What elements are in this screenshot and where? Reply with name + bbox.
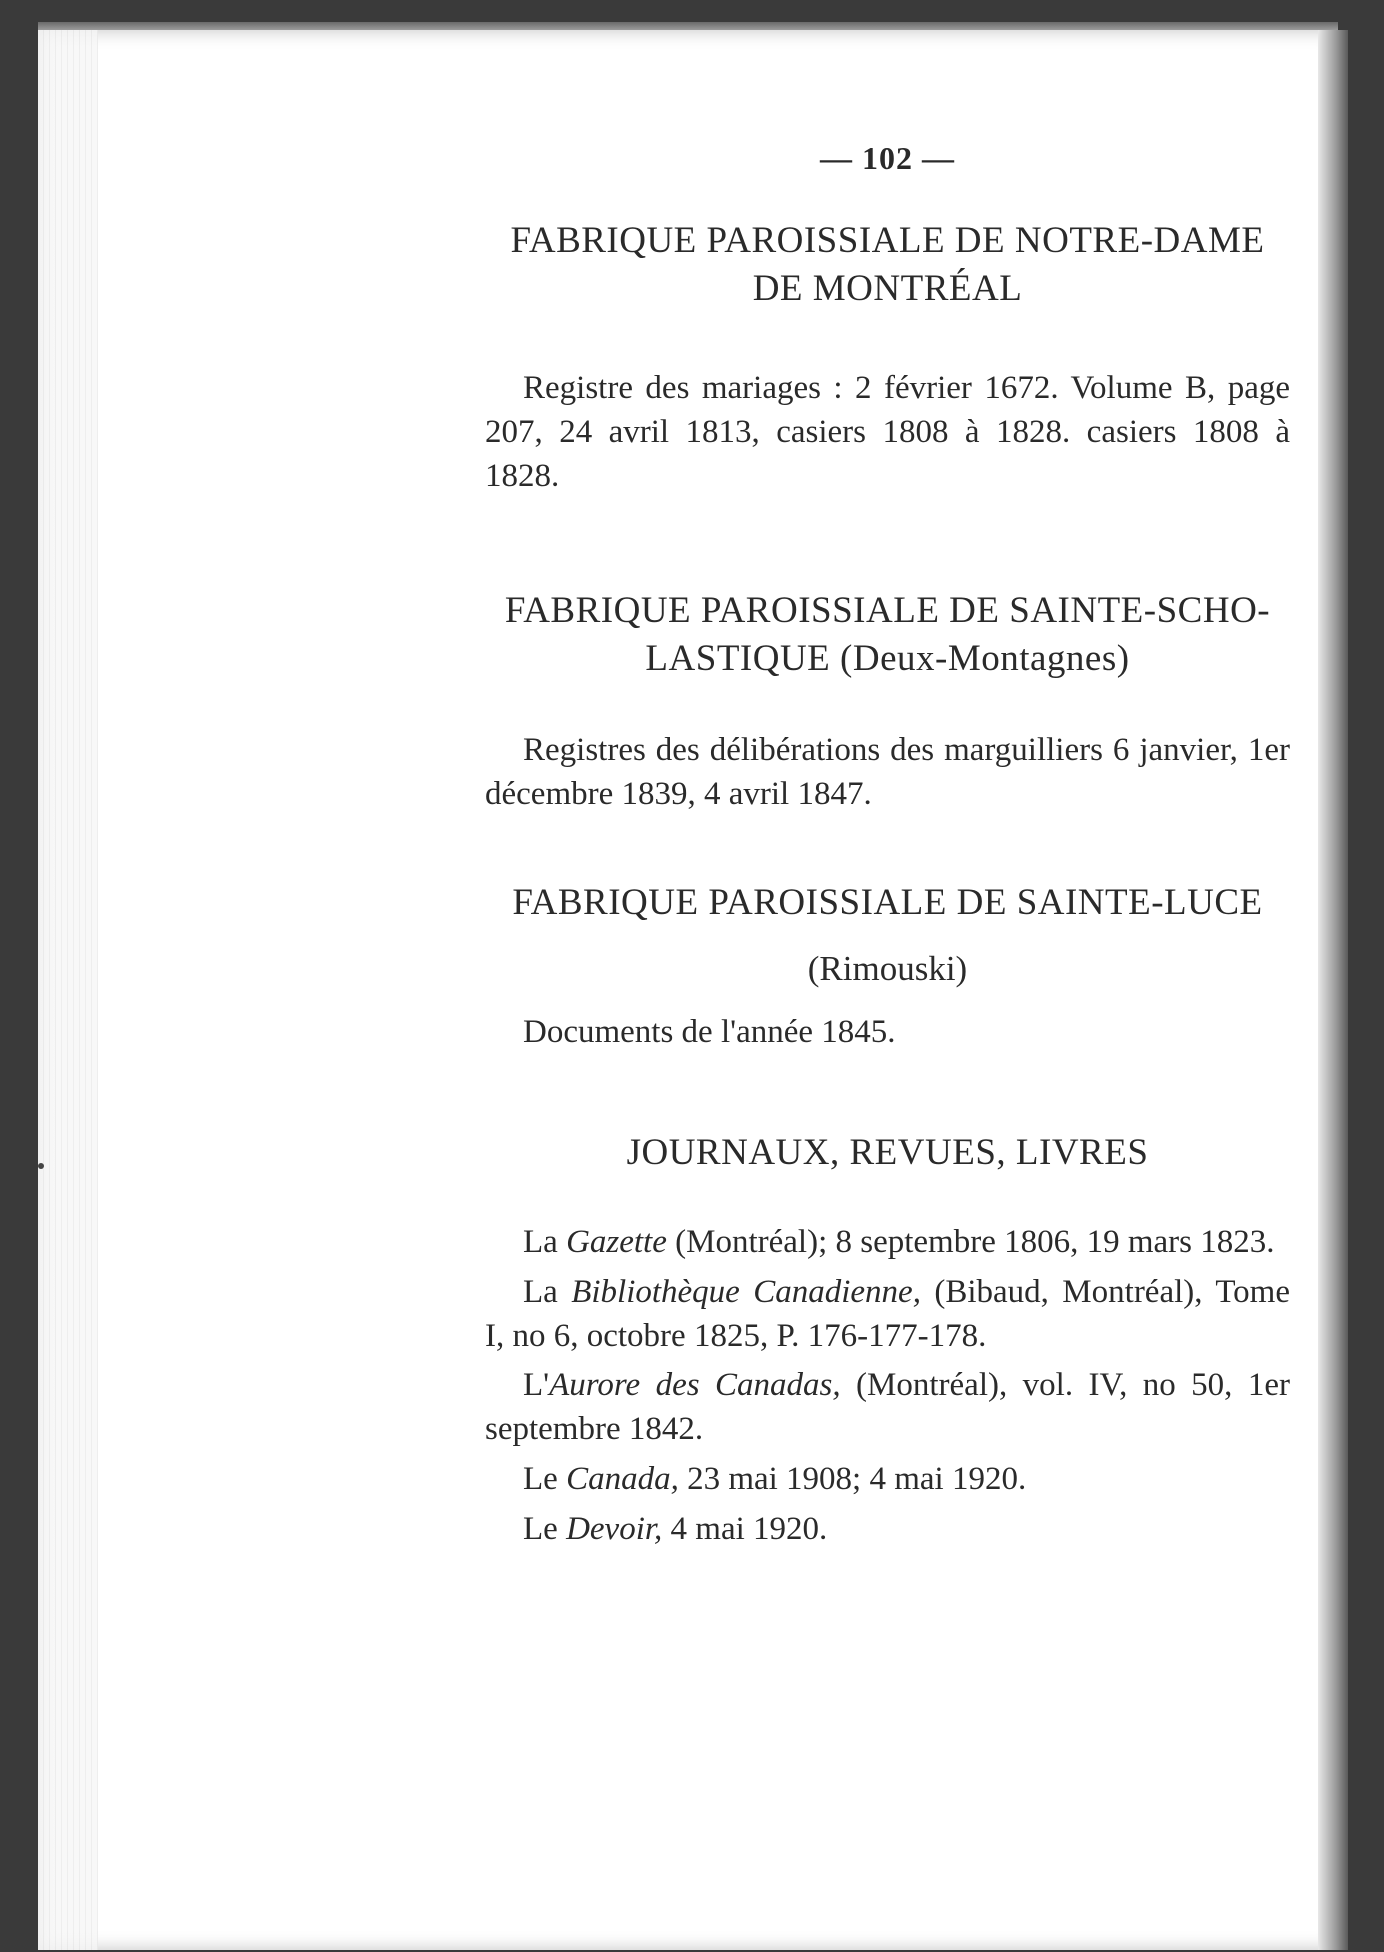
entry-title: Aurore des Canadas,: [549, 1367, 841, 1404]
bibliography-entry: [485, 1364, 1290, 1452]
section-notre-dame: [485, 217, 1290, 499]
section-paragraph: Registres des délibérations des marguilliers 6 janvier, 1er décembre 1839, 4 avril 1847.: [485, 732, 1290, 812]
section-journaux: [485, 1129, 1290, 1552]
entry-title: Devoir,: [566, 1511, 663, 1548]
entry-details: 23 mai 1908; 4 mai 1920.: [678, 1461, 1027, 1498]
section-heading: FABRIQUE PAROISSIALE DE NOTRE-DAME DE MONTRÉAL: [510, 220, 1265, 310]
section-heading: FABRIQUE PAROISSIALE DE SAINTE-SCHO-LASTIQUE (Deux-Montagnes): [504, 589, 1271, 679]
entry-details: (Bibaud, Montréal), Tome I, no 6, octobre 1825, P. 176-177-178.: [485, 1273, 1290, 1354]
book-spine: [1318, 30, 1348, 1950]
entry-prefix: La: [523, 1223, 567, 1260]
entry-title: Gazette: [566, 1223, 667, 1260]
scan-speck: [38, 1163, 44, 1169]
entry-details: (Montréal), vol. IV, no 50, 1er septembre 1842.: [485, 1367, 1290, 1448]
section-sainte-luce: [485, 879, 1290, 1055]
entry-details: 4 mai 1920.: [662, 1511, 828, 1548]
entry-title: Bibliothèque Canadienne,: [571, 1273, 921, 1310]
page-stack-edge: [38, 30, 98, 1950]
section-subtitle: (Rimouski): [807, 948, 968, 988]
section-heading: JOURNAUX, REVUES, LIVRES: [626, 1131, 1149, 1173]
bibliography-entry: [485, 1458, 1290, 1502]
entry-details: (Montréal); 8 septembre 1806, 19 mars 1823.: [666, 1223, 1275, 1260]
entry-title: Canada,: [566, 1461, 679, 1498]
section-paragraph: Registre des mariages : 2 février 1672. Volume B, page 207, 24 avril 1813, casiers 1808 à 1828. casiers 1808 à 1828.: [485, 370, 1290, 494]
page-number: — 102 —: [820, 140, 955, 176]
entry-prefix: Le: [523, 1461, 567, 1498]
section-paragraph: Documents de l'année 1845.: [523, 1013, 896, 1050]
bibliography-entry: [485, 1508, 1290, 1552]
section-sainte-scholastique: [485, 587, 1290, 817]
entry-prefix: Le: [523, 1511, 567, 1548]
entry-prefix: L': [523, 1367, 550, 1404]
bibliography-entry: [485, 1221, 1290, 1265]
bibliography-entry: [485, 1271, 1290, 1359]
page-content: [485, 140, 1290, 1558]
section-heading: FABRIQUE PAROISSIALE DE SAINTE-LUCE: [512, 881, 1263, 923]
entry-prefix: La: [523, 1273, 572, 1310]
